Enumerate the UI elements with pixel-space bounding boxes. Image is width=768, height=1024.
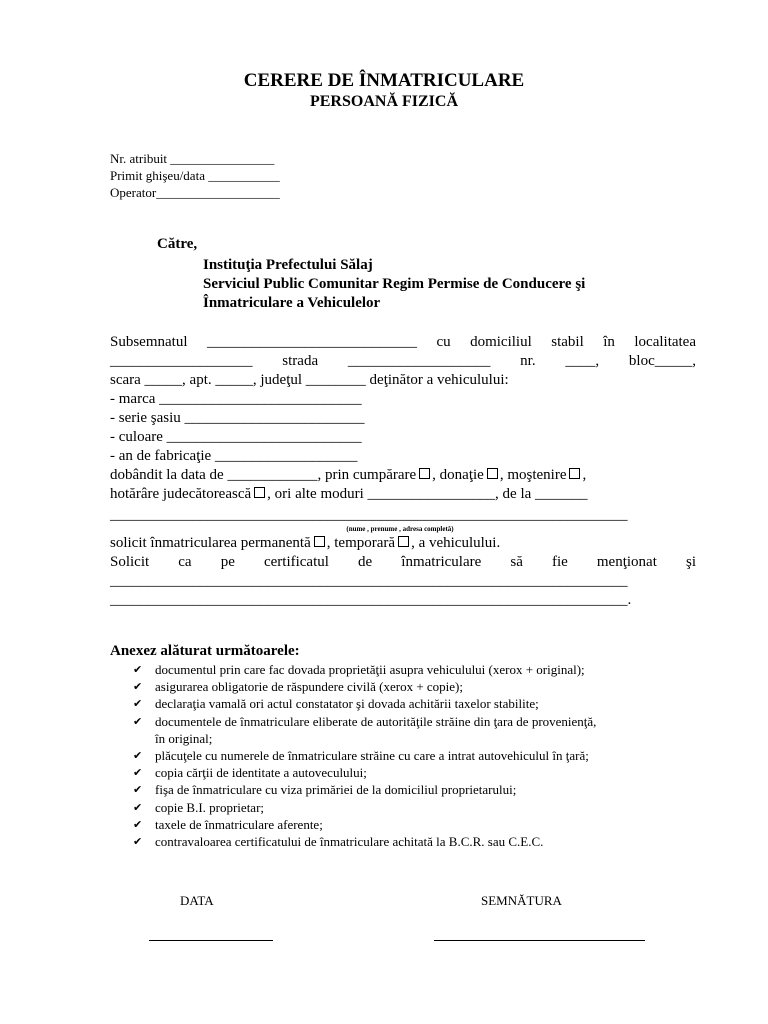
name-address-blank[interactable]: _____________________________________________________________________: [110, 507, 628, 523]
scara-line[interactable]: scara _____, apt. _____, judeţul ________ deţinător a vehiculului:: [110, 372, 509, 388]
hotarare-label: hotărâre judecătorească: [110, 486, 252, 502]
list-item: ✔ taxele de înmatriculare aferente;: [133, 816, 323, 832]
marca-field[interactable]: - marca ___________________________: [110, 391, 362, 407]
address-line[interactable]: ___________________ strada ___________________ nr. ____, bloc_____,: [110, 353, 696, 369]
permanenta-checkbox[interactable]: [314, 536, 325, 547]
checkmark-icon: ✔: [133, 697, 143, 711]
checkmark-icon: ✔: [133, 817, 143, 831]
list-item: ✔ copie B.I. proprietar;: [133, 799, 265, 815]
checkmark-icon: ✔: [133, 663, 143, 676]
dobandit-text: dobândit la data de ____________, prin cumpărare: [110, 467, 417, 483]
checkmark-icon: ✔: [133, 800, 143, 814]
mostenire-label: , moştenire: [499, 467, 567, 483]
mention-blank-2[interactable]: _____________________________________________________________________.: [110, 592, 632, 608]
permanenta-label: solicit înmatricularea permanentă: [110, 535, 311, 551]
an-fabricatie-field[interactable]: - an de fabricaţie ___________________: [110, 448, 358, 464]
primit-ghiseu-field[interactable]: Primit ghişeu/data ___________: [110, 168, 280, 183]
date-line[interactable]: [149, 940, 273, 941]
checkmark-icon: ✔: [133, 835, 143, 849]
list-item: ✔ copia cărţii de identitate a autoveculului;: [133, 765, 367, 781]
form-title: CERERE DE ÎNMATRICULARE: [243, 70, 525, 91]
addressee-to: Către,: [157, 236, 198, 252]
annex-list: [133, 661, 596, 850]
temporara-checkbox[interactable]: [398, 536, 409, 547]
nr-atribuit-field[interactable]: Nr. atribuit ________________: [110, 151, 275, 166]
list-item: ✔ plăcuţele cu numerele de înmatriculare străine cu care a intrat autovehiculul în ţară;: [133, 748, 589, 764]
list-item: ✔ fişa de înmatriculare cu viza primăriei de la domiciliul proprietarului;: [133, 782, 517, 798]
addressee-line-1: Instituţia Prefectului Sălaj: [203, 257, 373, 273]
mention-blank-1[interactable]: _____________________________________________________________________: [110, 573, 628, 589]
addressee-block: [203, 256, 585, 313]
certificat-line: Solicit ca pe certificatul de înmatriculare să fie menţionat şi: [110, 554, 696, 570]
addressee-line-3: Înmatriculare a Vehiculelor: [203, 295, 381, 311]
comma-text: ,: [582, 467, 587, 483]
cumparare-checkbox[interactable]: [419, 468, 430, 479]
donatie-checkbox[interactable]: [487, 468, 498, 479]
date-label: DATA: [180, 893, 214, 908]
hotarare-line: [110, 485, 696, 504]
signature-line[interactable]: [434, 940, 645, 941]
annex-title: Anexez alăturat următoarele:: [110, 643, 300, 659]
donatie-label: , donaţie: [432, 467, 484, 483]
temporara-label: , temporară: [326, 535, 396, 551]
list-item-continuation: în original;: [155, 730, 213, 746]
addressee-line-2: Serviciul Public Comunitar Regim Permise de Conducere şi: [203, 276, 586, 292]
name-address-note: (nume , prenume , adresa completă): [346, 525, 454, 533]
alte-moduri-text[interactable]: , ori alte moduri _________________, de la _______: [267, 486, 588, 502]
form-body: [110, 333, 696, 610]
list-item: ✔ contravaloarea certificatului de înmatriculare achitată la B.C.R. sau C.E.C.: [133, 834, 544, 850]
checkmark-icon: ✔: [133, 749, 143, 763]
hotarare-checkbox[interactable]: [254, 487, 265, 498]
checkmark-icon: ✔: [133, 680, 143, 694]
list-item: ✔ asigurarea obligatorie de răspundere civilă (xerox + copie);: [133, 679, 464, 695]
registry-block: [110, 150, 280, 201]
culoare-field[interactable]: - culoare __________________________: [110, 429, 362, 445]
mostenire-checkbox[interactable]: [569, 468, 580, 479]
list-item: ✔ documentele de înmatriculare eliberate de autorităţile străine din ţara de provenienţă,: [133, 713, 597, 729]
checkmark-icon: ✔: [133, 714, 143, 728]
checkmark-icon: ✔: [133, 783, 143, 797]
list-item: ✔ declaraţia vamală ori actul constatator şi dovada achitării taxelor stabilite;: [133, 696, 539, 712]
vehicul-text: , a vehiculului.: [411, 535, 501, 551]
checkmark-icon: ✔: [133, 766, 143, 780]
subsemnatul-line[interactable]: Subsemnatul ____________________________ cu domiciliul stabil în localitatea: [110, 334, 696, 350]
form-subtitle: PERSOANĂ FIZICĂ: [309, 93, 458, 110]
list-item: ✔ documentul prin care fac dovada proprietăţii asupra vehiculului (xerox + original);: [133, 662, 585, 677]
operator-field[interactable]: Operator___________________: [110, 185, 280, 200]
serie-sasiu-field[interactable]: - serie şasiu ________________________: [110, 410, 365, 426]
signature-label: SEMNĂTURA: [481, 893, 562, 908]
solicit-line: [110, 534, 696, 553]
dobandit-line: [110, 466, 696, 485]
